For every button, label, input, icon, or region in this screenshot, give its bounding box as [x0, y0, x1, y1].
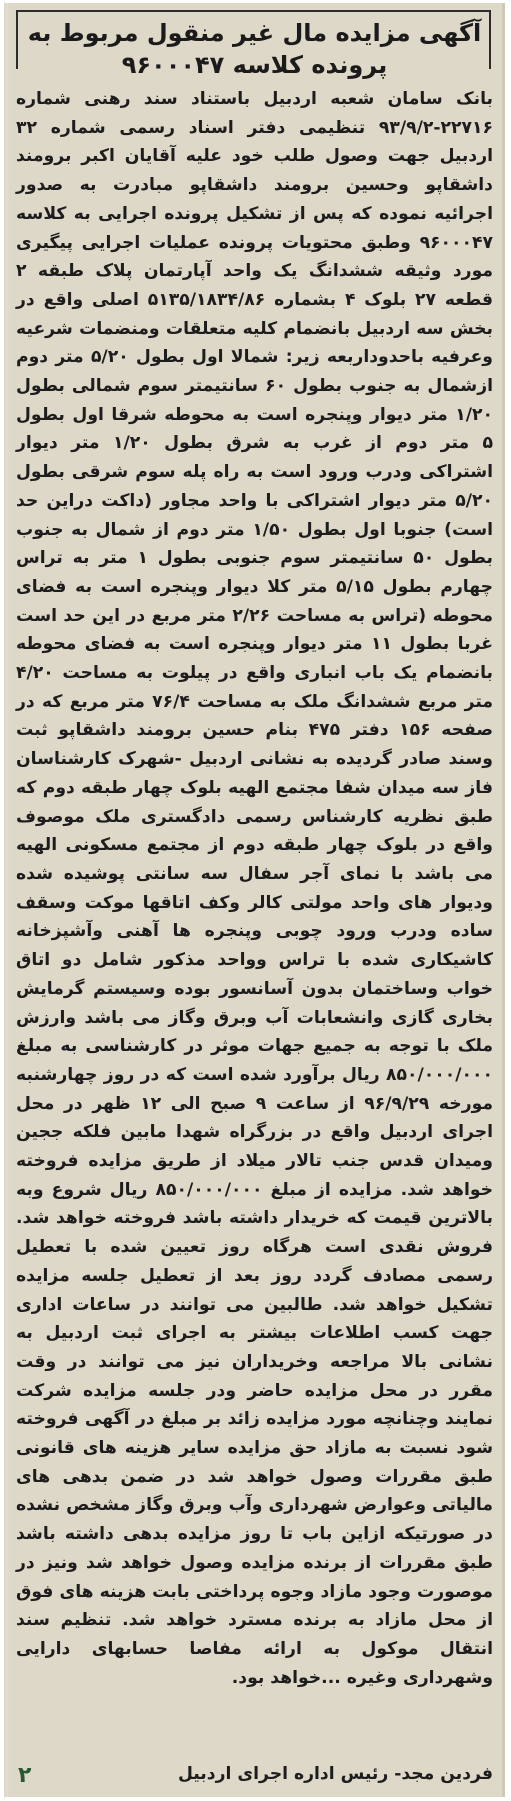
notice-title: آگهی مزایده مال غیر منقول مربوط به پرونده کلاسه ۹۶۰۰۰۴۷	[27, 19, 482, 79]
newspaper-clipping	[4, 3, 505, 1797]
notice-body: بانک سامان شعبه اردبیل باستناد سند رهنی شماره ۲۲۷۱۶-۹۳/۹/۲ تنظیمی دفتر اسناد رسمی شماره ۳۲ اردبیل جهت وصول طلب خود علیه آقایان اکبر برومند داشقاپو وحسین برومند داشقاپو مبادرت به صدور اجرائیه نموده که پس از تشکیل پرونده اجرایی به کلاسه ۹۶۰۰۰۴۷ وطبق محتویات پرونده عملیات اجرایی پیگیری مورد وثیقه ششدانگ یک واحد آپارتمان پلاک طبقه ۲ قطعه ۲۷ بلوک ۴ بشماره ۵۱۳۵/۱۸۳۴/۸۶ اصلی واقع در بخش سه اردبیل بانضمام کلیه متعلقات ومنضمات شرعیه وعرفیه باحدوداربعه زیر: شمالا اول بطول ۵/۲۰ متر دوم ازشمال به جنوب بطول ۶۰ سانتیمتر سوم شمالی بطول ۱/۲۰ متر دیوار وپنجره است به محوطه شرقا اول بطول ۵ متر دوم از غرب به شرق بطول ۱/۲۰ متر دیوار اشتراکی ودرب ورود است به راه پله سوم شرقی بطول ۵/۲۰ متر دیوار اشتراکی با واحد مجاور (داکت دراین حد است) جنوبا اول بطول ۱/۵۰ متر دوم از شمال به جنوب بطول ۵۰ سانتیمتر سوم جنوبی بطول ۱ متر به تراس چهارم بطول ۵/۱۵ متر کلا دیوار وپنجره است به فضای محوطه (تراس به مساحت ۲/۲۶ متر مربع در این حد است غربا بطول ۱۱ متر دیوار وپنجره است به فضای محوطه بانضمام یک باب انباری واقع در پیلوت به مساحت ۴/۲۰ متر مربع ششدانگ ملک به مساحت ۷۶/۴ متر مربع که در صفحه ۱۵۶ دفتر ۴۷۵ بنام حسین برومند داشقاپو ثبت وسند صادر گردیده به نشانی اردبیل -شهرک کارشناسان فاز سه میدان شفا مجتمع الهیه بلوک چهار طبقه دوم که طبق نظریه کارشناس رسمی دادگستری ملک موصوف واقع در بلوک چهار طبقه دوم از مجتمع مسکونی الهیه می باشد با نمای آجر سفال سه سانتی پوشیده شده ودیوار های واحد مولتی کالر وکف اتاقها موکت وسقف ساده ودرب ورود چوبی وپنجره ها آهنی وآشپزخانه کاشیکاری شده با تراس وواحد مذکور شامل دو اتاق خواب وساختمان بدون آسانسور بوده وسیستم گرمایش بخاری گازی وانشعابات آب وبرق وگاز می باشد وارزش ملک با توجه به جمیع جهات موثر در کارشناسی به مبلغ ۸۵۰/۰۰۰/۰۰۰ ریال برآورد شده است که در روز چهارشنبه مورخه ۹۶/۹/۲۹ از ساعت ۹ صبح الی ۱۲ ظهر در محل اجرای اردبیل واقع در بزرگراه شهدا مابین فلکه ججین ومیدان قدس جنب تالار میلاد از طریق مزایده فروخته خواهد شد. مزایده از مبلغ ۸۵۰/۰۰۰/۰۰۰ ریال شروع وبه بالاترین قیمت که خریدار داشته باشد فروخته خواهد شد. فروش نقدی است هرگاه روز تعیین شده با تعطیل رسمی مصادف گردد روز بعد از تعطیل جلسه مزایده تشکیل خواهد شد. طالبین می توانند در ساعات اداری جهت کسب اطلاعات بیشتر به اجرای ثبت اردبیل به نشانی بالا مراجعه وخریداران نیز می توانند در وقت مقرر در محل مزایده حاضر ودر جلسه مزایده شرکت نمایند وچنانچه مورد مزایده زائد بر مبلغ در آگهی فروخته شود نسبت به مازاد حق مزایده سایر هزینه های قانونی طبق مقررات وصول خواهد شد در ضمن بدهی های مالیاتی وعوارض شهرداری وآب وبرق وگاز مشخص نشده در صورتیکه ازاین باب تا روز مزایده بدهی داشته باشد طبق مقررات از برنده مزایده وصول خواهد شد ونیز در موصورت وجود مازاد وجوه پرداختی بابت هزینه های فوق از محل مازاد به برنده مسترد خواهد شد. تنظیم سند انتقال موکول به ارائه مفاصا حسابهای دارایی وشهرداری وغیره ...خواهد بود.	[16, 89, 494, 1688]
stamp-mark: ۲	[18, 1763, 32, 1788]
notice-signature: فردین مجد- رئیس اداره اجرای اردبیل	[177, 1764, 493, 1784]
